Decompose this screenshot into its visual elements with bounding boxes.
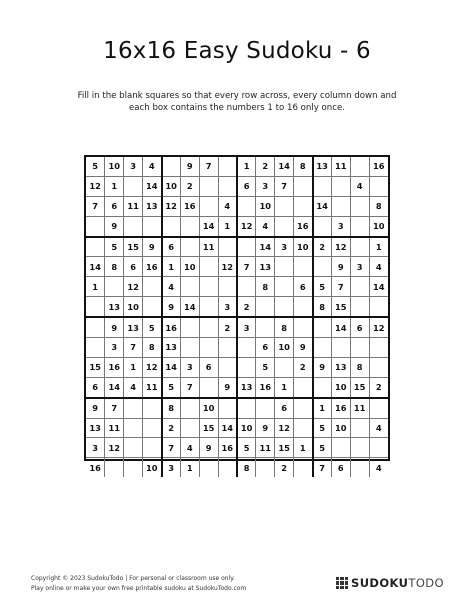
sudoku-cell[interactable] [294,377,313,397]
sudoku-cell[interactable] [180,317,199,337]
sudoku-cell: 16 [180,196,199,216]
sudoku-cell: 10 [256,196,275,216]
sudoku-cell: 7 [86,196,105,216]
sudoku-cell: 4 [143,157,162,176]
sudoku-cell[interactable] [180,237,199,257]
sudoku-cell[interactable] [124,216,143,236]
sudoku-cell: 10 [105,157,124,176]
sudoku-cell[interactable] [105,458,124,477]
sudoku-cell: 10 [275,338,294,358]
sudoku-cell: 16 [256,377,275,397]
sudoku-cell: 2 [162,418,181,438]
sudoku-cell[interactable] [331,196,350,216]
sudoku-cell: 15 [331,297,350,317]
sudoku-cell: 13 [256,257,275,277]
sudoku-cell: 4 [369,257,388,277]
sudoku-cell[interactable] [86,297,105,317]
sudoku-cell: 8 [105,257,124,277]
sudoku-cell: 13 [313,157,332,176]
sudoku-cell: 10 [369,216,388,236]
sudoku-cell[interactable] [199,297,218,317]
sudoku-cell[interactable] [86,338,105,358]
sudoku-cell: 7 [199,157,218,176]
sudoku-cell: 3 [256,176,275,196]
sudoku-cell: 9 [86,398,105,418]
sudoku-cell[interactable] [237,338,256,358]
sudoku-cell[interactable] [294,196,313,216]
sudoku-cell: 15 [199,418,218,438]
sudoku-cell[interactable] [313,317,332,337]
sudoku-cell[interactable] [331,438,350,458]
sudoku-row [86,216,388,236]
sudoku-cell[interactable] [313,257,332,277]
brand-logo [336,576,444,590]
sudoku-cell: 6 [331,458,350,477]
sudoku-cell: 12 [275,418,294,438]
sudoku-cell[interactable] [162,157,181,176]
sudoku-cell[interactable] [350,237,369,257]
sudoku-cell: 13 [86,418,105,438]
brand-name-light: TODO [408,576,444,590]
sudoku-cell[interactable] [218,176,237,196]
sudoku-row [86,377,388,397]
sudoku-cell[interactable] [143,277,162,297]
sudoku-cell: 7 [275,176,294,196]
sudoku-cell[interactable] [350,418,369,438]
sudoku-cell: 12 [162,196,181,216]
sudoku-cell[interactable] [86,216,105,236]
sudoku-cell[interactable] [350,216,369,236]
sudoku-cell: 9 [105,317,124,337]
sudoku-cell[interactable] [275,357,294,377]
sudoku-cell[interactable] [143,216,162,236]
sudoku-cell[interactable] [350,196,369,216]
sudoku-cell[interactable] [199,458,218,477]
sudoku-cell[interactable] [294,257,313,277]
sudoku-cell: 5 [143,317,162,337]
sudoku-cell: 15 [86,357,105,377]
sudoku-cell: 1 [275,377,294,397]
sudoku-cell: 6 [294,277,313,297]
sudoku-cell: 8 [313,297,332,317]
sudoku-cell: 5 [256,357,275,377]
sudoku-cell[interactable] [331,338,350,358]
sudoku-cell[interactable] [180,277,199,297]
sudoku-cell[interactable] [313,377,332,397]
sudoku-cell[interactable] [350,277,369,297]
sudoku-cell: 6 [86,377,105,397]
sudoku-cell[interactable] [237,237,256,257]
sudoku-cell: 1 [180,458,199,477]
sudoku-cell[interactable] [199,257,218,277]
sudoku-row [86,317,388,337]
sudoku-cell: 6 [162,237,181,257]
sudoku-cell: 8 [162,398,181,418]
sudoku-cell[interactable] [124,458,143,477]
sudoku-cell[interactable] [180,338,199,358]
sudoku-cell: 15 [124,237,143,257]
sudoku-cell: 13 [237,377,256,397]
sudoku-cell: 3 [105,338,124,358]
sudoku-cell: 4 [162,277,181,297]
sudoku-cell: 12 [237,216,256,236]
sudoku-cell: 9 [180,157,199,176]
sudoku-cell: 14 [313,196,332,216]
sudoku-cell[interactable] [256,398,275,418]
sudoku-cell: 13 [105,297,124,317]
sudoku-cell: 15 [350,377,369,397]
sudoku-cell: 1 [313,398,332,418]
sudoku-cell[interactable] [256,297,275,317]
sudoku-row [86,338,388,358]
sudoku-cell: 3 [237,317,256,337]
sudoku-cell: 2 [369,377,388,397]
sudoku-cell: 9 [199,438,218,458]
sudoku-row [86,458,388,477]
sudoku-cell[interactable] [313,216,332,236]
grid-logo-icon [336,577,348,589]
sudoku-cell: 14 [199,216,218,236]
sudoku-cell[interactable] [180,398,199,418]
sudoku-cell[interactable] [124,438,143,458]
sudoku-cell: 2 [218,317,237,337]
sudoku-cell: 14 [256,237,275,257]
sudoku-cell: 2 [256,157,275,176]
sudoku-row [86,196,388,216]
sudoku-cell[interactable] [86,237,105,257]
sudoku-cell: 4 [218,196,237,216]
sudoku-cell: 1 [369,237,388,257]
sudoku-cell: 14 [86,257,105,277]
sudoku-cell: 9 [331,257,350,277]
sudoku-cell: 12 [218,257,237,277]
sudoku-cell[interactable] [218,357,237,377]
sudoku-cell[interactable] [294,297,313,317]
sudoku-cell: 11 [143,377,162,397]
sudoku-cell: 2 [313,237,332,257]
sudoku-cell[interactable] [350,297,369,317]
sudoku-cell[interactable] [218,237,237,257]
sudoku-cell: 10 [331,418,350,438]
sudoku-cell[interactable] [350,157,369,176]
instructions-line-1: Fill in the blank squares so that every row across, every column down and [77,91,397,101]
sudoku-cell: 1 [294,438,313,458]
sudoku-cell: 12 [86,176,105,196]
sudoku-cell: 1 [86,277,105,297]
sudoku-cell: 1 [124,357,143,377]
sudoku-cell: 1 [218,216,237,236]
sudoku-cell: 12 [331,237,350,257]
sudoku-cell[interactable] [143,418,162,438]
sudoku-cell: 16 [218,438,237,458]
sudoku-cell: 8 [275,317,294,337]
sudoku-cell[interactable] [369,297,388,317]
sudoku-cell: 16 [294,216,313,236]
sudoku-cell: 7 [124,338,143,358]
sudoku-cell: 7 [180,377,199,397]
sudoku-cell: 6 [237,176,256,196]
sudoku-cell: 7 [162,438,181,458]
sudoku-cell: 6 [199,357,218,377]
sudoku-cell: 5 [237,438,256,458]
sudoku-cell: 8 [294,157,313,176]
instructions [60,90,414,114]
sudoku-cell[interactable] [124,418,143,438]
sudoku-cell[interactable] [294,317,313,337]
sudoku-cell: 8 [237,458,256,477]
sudoku-cell: 12 [124,277,143,297]
sudoku-cell[interactable] [313,338,332,358]
copyright-notice: Copyright © 2023 SudokuTodo | For personal or classroom use only. [31,575,235,582]
sudoku-cell: 15 [275,438,294,458]
sudoku-cell: 16 [86,458,105,477]
sudoku-cell[interactable] [105,277,124,297]
sudoku-cell[interactable] [124,176,143,196]
sudoku-cell: 4 [369,458,388,477]
sudoku-cell[interactable] [294,398,313,418]
sudoku-cell: 14 [180,297,199,317]
sudoku-cell: 4 [124,377,143,397]
sudoku-cell: 10 [294,237,313,257]
sudoku-cell: 16 [105,357,124,377]
sudoku-cell: 11 [105,418,124,438]
sudoku-cell: 2 [180,176,199,196]
page-title: 16x16 Easy Sudoku - 6 [103,38,371,64]
sudoku-cell: 5 [162,377,181,397]
sudoku-cell: 4 [350,176,369,196]
footer-text [31,574,246,593]
sudoku-cell: 10 [162,176,181,196]
sudoku-cell: 4 [369,418,388,438]
sudoku-cell: 10 [124,297,143,317]
instructions-line-2: each box contains the numbers 1 to 16 only once. [129,103,345,113]
sudoku-row [86,438,388,458]
sudoku-cell: 11 [199,237,218,257]
sudoku-cell[interactable] [86,317,105,337]
sudoku-cell: 9 [143,237,162,257]
sudoku-row [86,157,388,176]
sudoku-cell[interactable] [180,216,199,236]
sudoku-cell: 7 [237,257,256,277]
sudoku-cell: 6 [350,317,369,337]
sudoku-cell: 13 [331,357,350,377]
sudoku-cell: 3 [86,438,105,458]
sudoku-cell: 4 [180,438,199,458]
sudoku-cell: 1 [162,257,181,277]
sudoku-cell[interactable] [237,398,256,418]
sudoku-cell[interactable] [199,317,218,337]
sudoku-cell: 8 [350,357,369,377]
sudoku-cell[interactable] [256,317,275,337]
sudoku-table [86,157,388,477]
sudoku-cell: 9 [218,377,237,397]
sudoku-cell: 14 [162,357,181,377]
sudoku-cell: 3 [331,216,350,236]
sudoku-cell[interactable] [369,176,388,196]
sudoku-cell: 11 [331,157,350,176]
sudoku-row [86,237,388,257]
sudoku-cell: 9 [313,357,332,377]
sudoku-cell[interactable] [199,196,218,216]
sudoku-cell[interactable] [256,458,275,477]
sudoku-cell[interactable] [350,458,369,477]
sudoku-row [86,357,388,377]
sudoku-cell: 1 [105,176,124,196]
sudoku-cell[interactable] [218,277,237,297]
sudoku-cell: 13 [143,196,162,216]
sudoku-cell: 5 [313,277,332,297]
sudoku-cell: 7 [105,398,124,418]
sudoku-cell: 6 [124,257,143,277]
sudoku-cell: 9 [105,216,124,236]
sudoku-cell: 6 [275,398,294,418]
sudoku-cell[interactable] [369,338,388,358]
sudoku-cell: 8 [143,338,162,358]
sudoku-cell: 16 [369,157,388,176]
sudoku-cell[interactable] [199,176,218,196]
sudoku-cell: 2 [275,458,294,477]
sudoku-row [86,176,388,196]
sudoku-row [86,277,388,297]
sudoku-cell: 14 [369,277,388,297]
sudoku-cell: 7 [313,458,332,477]
sudoku-cell[interactable] [199,277,218,297]
sudoku-cell[interactable] [237,277,256,297]
sudoku-cell: 3 [218,297,237,317]
sudoku-cell[interactable] [350,438,369,458]
sudoku-cell[interactable] [162,216,181,236]
sudoku-cell: 14 [275,157,294,176]
sudoku-cell: 5 [105,237,124,257]
sudoku-cell[interactable] [143,438,162,458]
sudoku-cell: 3 [162,458,181,477]
sudoku-cell: 8 [256,277,275,297]
sudoku-grid [84,155,390,473]
sudoku-cell[interactable] [275,257,294,277]
sudoku-cell[interactable] [218,338,237,358]
footer-tagline: Play online or make your own free printable sudoku at SudokuTodo.com [31,584,247,592]
sudoku-cell: 12 [369,317,388,337]
sudoku-cell[interactable] [218,398,237,418]
sudoku-cell[interactable] [199,338,218,358]
sudoku-cell: 13 [124,317,143,337]
sudoku-cell[interactable] [294,176,313,196]
sudoku-cell[interactable] [124,398,143,418]
sudoku-cell: 16 [331,398,350,418]
sudoku-cell: 10 [143,458,162,477]
sudoku-row [86,257,388,277]
sudoku-cell: 3 [180,357,199,377]
sudoku-cell: 10 [237,418,256,438]
sudoku-cell[interactable] [369,398,388,418]
sudoku-cell: 10 [199,398,218,418]
sudoku-cell: 9 [294,338,313,358]
sudoku-cell[interactable] [369,438,388,458]
sudoku-cell: 11 [256,438,275,458]
sudoku-cell[interactable] [237,357,256,377]
sudoku-cell: 6 [105,196,124,216]
sudoku-cell: 9 [162,297,181,317]
sudoku-cell: 12 [105,438,124,458]
sudoku-cell[interactable] [199,377,218,397]
sudoku-cell: 2 [294,357,313,377]
sudoku-cell[interactable] [180,418,199,438]
sudoku-row [86,418,388,438]
sudoku-cell[interactable] [275,196,294,216]
sudoku-cell: 6 [256,338,275,358]
sudoku-cell[interactable] [218,157,237,176]
sudoku-cell: 3 [124,157,143,176]
sudoku-cell: 5 [86,157,105,176]
sudoku-cell[interactable] [275,277,294,297]
sudoku-cell: 14 [218,418,237,438]
sudoku-cell: 5 [313,438,332,458]
sudoku-cell: 1 [237,157,256,176]
sudoku-cell: 14 [105,377,124,397]
sudoku-cell[interactable] [275,297,294,317]
sudoku-cell[interactable] [331,176,350,196]
sudoku-cell[interactable] [275,216,294,236]
sudoku-cell[interactable] [237,196,256,216]
sudoku-cell: 3 [275,237,294,257]
sudoku-cell[interactable] [143,297,162,317]
sudoku-cell: 16 [143,257,162,277]
sudoku-cell: 14 [331,317,350,337]
sudoku-row [86,398,388,418]
sudoku-cell: 16 [162,317,181,337]
sudoku-cell: 8 [369,196,388,216]
sudoku-cell: 4 [256,216,275,236]
sudoku-cell: 14 [143,176,162,196]
sudoku-cell[interactable] [313,176,332,196]
sudoku-cell[interactable] [369,357,388,377]
sudoku-cell[interactable] [350,338,369,358]
sudoku-cell: 10 [331,377,350,397]
sudoku-cell[interactable] [294,418,313,438]
sudoku-cell: 11 [124,196,143,216]
sudoku-cell: 2 [237,297,256,317]
sudoku-cell[interactable] [294,458,313,477]
sudoku-cell: 9 [256,418,275,438]
sudoku-cell: 12 [143,357,162,377]
sudoku-cell: 13 [162,338,181,358]
sudoku-cell: 3 [350,257,369,277]
sudoku-cell[interactable] [218,458,237,477]
sudoku-cell: 5 [313,418,332,438]
sudoku-cell[interactable] [143,398,162,418]
sudoku-cell: 7 [331,277,350,297]
sudoku-row [86,297,388,317]
sudoku-cell: 10 [180,257,199,277]
brand-name-bold: SUDOKU [351,576,409,590]
sudoku-cell: 11 [350,398,369,418]
